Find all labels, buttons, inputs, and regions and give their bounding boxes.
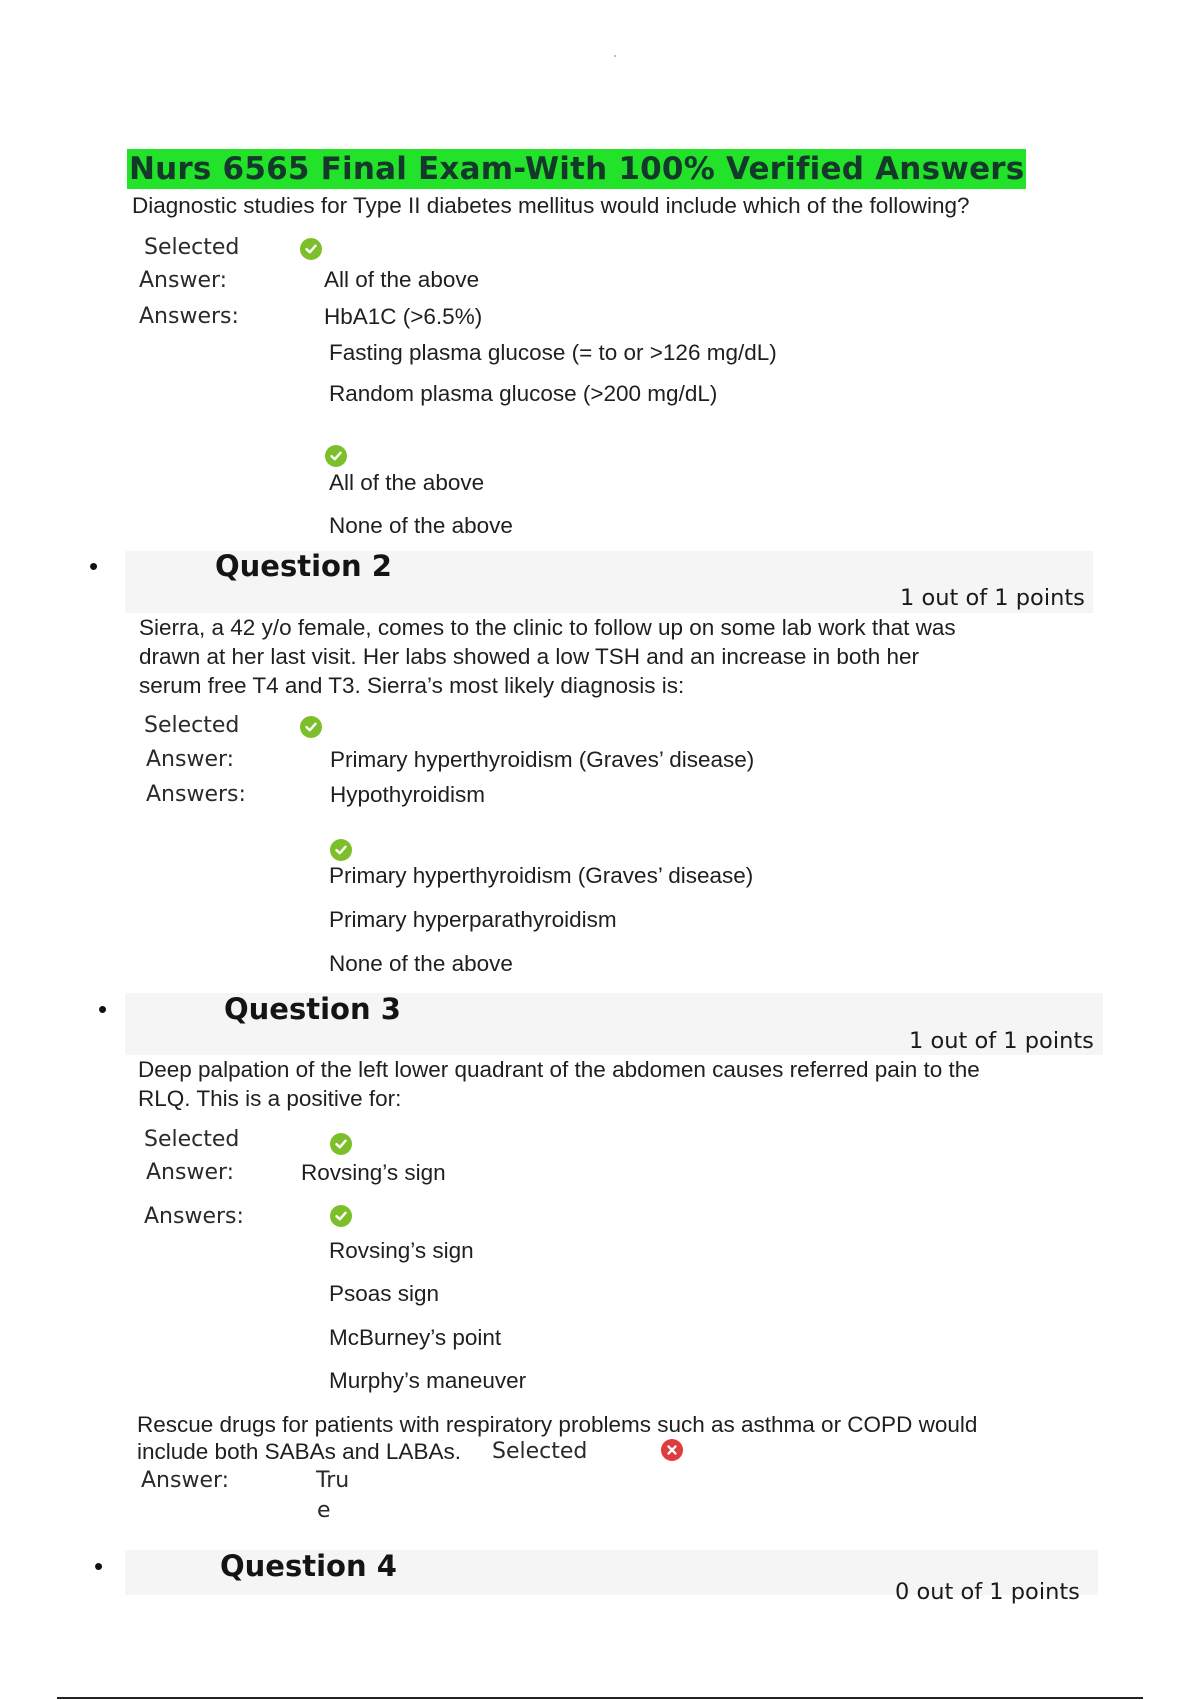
q2-bullet: • (89, 551, 99, 581)
q1-correct-check-icon (325, 445, 347, 467)
q1-option-3: Random plasma glucose (>200 mg/dL) (329, 381, 718, 406)
q3-prompt-line-2: RLQ. This is a positive for: (138, 1086, 402, 1111)
q3-option-3: McBurney’s point (329, 1325, 502, 1350)
q3-answer-label: Answer: (146, 1160, 235, 1185)
q1-selected-answer: All of the above (324, 267, 480, 292)
q2-heading: Question 2 (215, 549, 392, 583)
q2-selected-answer: Primary hyperthyroidism (Graves’ disease) (330, 747, 755, 772)
extra-prompt-line-2: include both SABAs and LABAs. (137, 1439, 461, 1464)
incorrect-x-icon (661, 1439, 683, 1461)
q4-heading: Question 4 (220, 1549, 397, 1583)
extra-selected-label: Selected (492, 1439, 588, 1464)
q1-answer-label: Answer: (139, 268, 228, 293)
q3-prompt-line-1: Deep palpation of the left lower quadrant of the abdomen causes referred pain to the (138, 1057, 980, 1082)
q3-heading: Question 3 (224, 992, 401, 1026)
footer-divider (57, 1697, 1143, 1699)
extra-prompt-line-1: Rescue drugs for patients with respiratory problems such as asthma or COPD would (137, 1412, 978, 1437)
q3-selected-label: Selected (144, 1127, 240, 1152)
q3-option-2: Psoas sign (329, 1281, 440, 1306)
q1-selected-label: Selected (144, 235, 240, 260)
q1-option-5: None of the above (329, 513, 513, 538)
q2-option-1: Hypothyroidism (330, 782, 486, 807)
q1-prompt: Diagnostic studies for Type II diabetes mellitus would include which of the following? (132, 193, 970, 218)
q2-option-4: None of the above (329, 951, 513, 976)
q1-selected-check-icon (300, 238, 322, 260)
q2-correct-check-icon (330, 839, 352, 861)
q4-bullet: • (94, 1551, 104, 1581)
q3-correct-check-icon (330, 1205, 352, 1227)
q2-option-3: Primary hyperparathyroidism (329, 907, 617, 932)
q2-prompt-line-3: serum free T4 and T3. Sierra’s most likely diagnosis is: (139, 673, 685, 698)
q2-answer-label: Answer: (146, 747, 235, 772)
q3-option-1: Rovsing’s sign (329, 1238, 474, 1263)
q3-bullet: • (98, 994, 108, 1024)
document-title: Nurs 6565 Final Exam-With 100% Verified Answers (129, 151, 1025, 187)
extra-answer-label: Answer: (141, 1468, 230, 1493)
q3-selected-check-icon (330, 1133, 352, 1155)
q2-selected-check-icon (300, 716, 322, 738)
q1-option-2: Fasting plasma glucose (= to or >126 mg/dL) (329, 340, 777, 365)
q1-option-4: All of the above (329, 470, 485, 495)
q2-answers-label: Answers: (146, 782, 246, 807)
q1-option-1: HbA1C (>6.5%) (324, 304, 483, 329)
q2-selected-label: Selected (144, 713, 240, 738)
q3-option-4: Murphy’s maneuver (329, 1368, 527, 1393)
q2-prompt-line-2: drawn at her last visit. Her labs showed a low TSH and an increase in both her (139, 644, 919, 669)
extra-answer-part-1: Tru (316, 1468, 350, 1493)
extra-answer-part-2: e (317, 1498, 331, 1523)
q3-points: 1 out of 1 points (909, 1028, 1094, 1054)
q2-prompt-line-1: Sierra, a 42 y/o female, comes to the clinic to follow up on some lab work that was (139, 615, 956, 640)
q2-points: 1 out of 1 points (900, 585, 1085, 611)
page-speck (614, 55, 616, 57)
q2-option-2: Primary hyperthyroidism (Graves’ disease) (329, 863, 754, 888)
q3-answers-label: Answers: (144, 1204, 244, 1229)
q1-answers-label: Answers: (139, 304, 239, 329)
q4-points: 0 out of 1 points (895, 1579, 1080, 1605)
q4-points-clip (895, 1579, 1115, 1605)
q3-selected-answer: Rovsing’s sign (301, 1160, 446, 1185)
